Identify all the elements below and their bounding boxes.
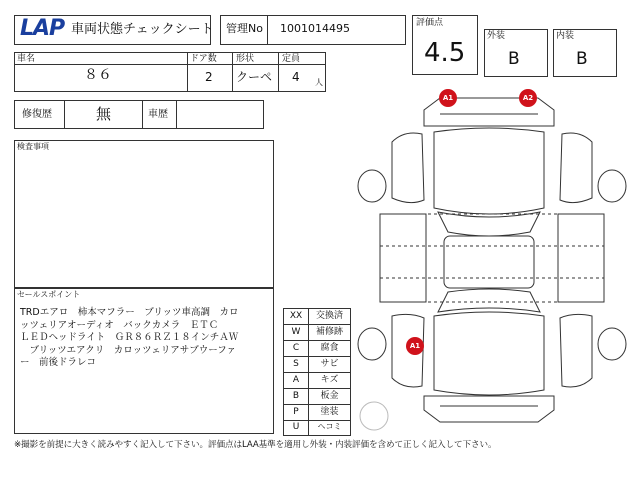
vehicle-divider-3 (278, 52, 279, 92)
sales-line: ＬＥＤヘッドライト ＧＲ８６ＲＺ１８インチＡＷ (20, 332, 239, 343)
right-rear-quarter (560, 314, 592, 387)
damage-marker (439, 89, 457, 107)
interior-value: B (576, 49, 588, 69)
repair-divider-3 (176, 100, 177, 129)
legend-meaning: 塗装 (320, 407, 339, 417)
legend-code: U (292, 422, 300, 432)
left-door (380, 214, 426, 302)
exterior-label: 外装 (487, 31, 506, 41)
sales-line: ッツェリアオーディオ バックカメラ ＥＴＣ (20, 319, 219, 331)
sales-points-text (20, 307, 272, 370)
sales-line: ブリッツエアクリ カロッツェリアサブウーファ (20, 344, 237, 356)
repair-history-label: 修復歴 (22, 109, 52, 120)
car-name-value: ８６ (84, 67, 112, 83)
damage-legend-table (283, 308, 351, 436)
capacity-unit: 人 (315, 78, 323, 87)
legend-meaning: ヘコミ (317, 422, 342, 431)
legend-code: B (292, 391, 300, 401)
score-value: 4.5 (424, 38, 466, 68)
vehicle-history-label: 車歴 (148, 109, 168, 120)
legend-code: W (291, 327, 301, 337)
legend-row (284, 373, 350, 389)
footer-note: ※撮影を前提に大きく読みやすく記入して下さい。評価点はLAA基準を適用し外装・内装評価を含めて正しく記入して下さい。 (14, 440, 497, 450)
sales-line: ー 前後ドラレコ (20, 357, 97, 368)
trunk-outline (434, 312, 544, 395)
legend-row (284, 405, 350, 421)
legend-row (284, 421, 350, 435)
front-left-wheel (358, 170, 386, 202)
left-front-fender (392, 133, 424, 203)
legend-meaning: サビ (320, 359, 339, 369)
legend-meaning: 腐食 (320, 343, 339, 353)
damage-marker (519, 89, 537, 107)
legend-row (284, 325, 350, 341)
capacity-label: 定員 (282, 54, 301, 64)
capacity-value: 4 (292, 70, 300, 84)
legend-row (284, 341, 350, 357)
legend-code: S (293, 359, 299, 369)
damage-marker (406, 337, 424, 355)
sales-line: TRDエアロ 柿本マフラー ブリッツ車高調 カロ (20, 307, 239, 318)
interior-label: 内装 (556, 31, 575, 41)
vehicle-divider-2 (232, 52, 233, 92)
lap-logo: LAP (20, 16, 65, 41)
legend-code: C (292, 343, 300, 353)
legend-code: XX (289, 311, 303, 321)
legend-meaning: 補修跡 (315, 327, 343, 337)
right-front-fender (560, 133, 592, 203)
shape-label: 形状 (236, 54, 255, 64)
vehicle-divider-1 (187, 52, 188, 92)
inspection-notes-label: 検査事項 (17, 142, 49, 151)
vehicle-info-row (14, 52, 326, 92)
rear-right-wheel (598, 328, 626, 360)
rear-left-wheel (358, 328, 386, 360)
repair-history-value: 無 (96, 105, 112, 123)
inspection-notes-box (14, 140, 274, 288)
roof-outline (444, 236, 534, 288)
score-label: 評価点 (416, 18, 444, 28)
legend-row (284, 357, 350, 373)
legend-meaning: 板金 (320, 391, 339, 401)
doors-label: ドア数 (190, 54, 217, 64)
windshield-outline (438, 212, 540, 236)
spare-tire (360, 402, 388, 430)
car-diagram (352, 90, 632, 435)
repair-divider-1 (64, 100, 65, 129)
damage-marker-code: A1 (409, 342, 421, 350)
legend-code: P (293, 407, 299, 417)
legend-meaning: 交換済 (315, 311, 343, 321)
hood-outline (434, 128, 544, 214)
legend-code: A (292, 375, 300, 385)
repair-divider-2 (142, 100, 143, 129)
front-right-wheel (598, 170, 626, 202)
doors-value: 2 (205, 70, 213, 84)
legend-row (284, 309, 350, 325)
legend-meaning: キズ (320, 375, 339, 385)
vehicle-label-underline (14, 64, 326, 65)
management-number-value: 1001014495 (280, 22, 350, 35)
damage-marker-code: A2 (522, 94, 534, 102)
exterior-value: B (508, 49, 520, 69)
damage-marker-code: A1 (442, 94, 454, 102)
sheet-title: 車両状態チェックシート (71, 22, 214, 37)
management-number-label: 管理No (226, 22, 263, 35)
sales-points-label: セールスポイント (17, 290, 81, 299)
rear-bumper-outline (424, 396, 554, 422)
shape-value: クーペ (236, 70, 273, 84)
rear-window-outline (438, 289, 540, 312)
right-door (558, 214, 604, 302)
legend-row (284, 389, 350, 405)
car-name-label: 車名 (17, 54, 36, 64)
management-divider (267, 15, 268, 45)
